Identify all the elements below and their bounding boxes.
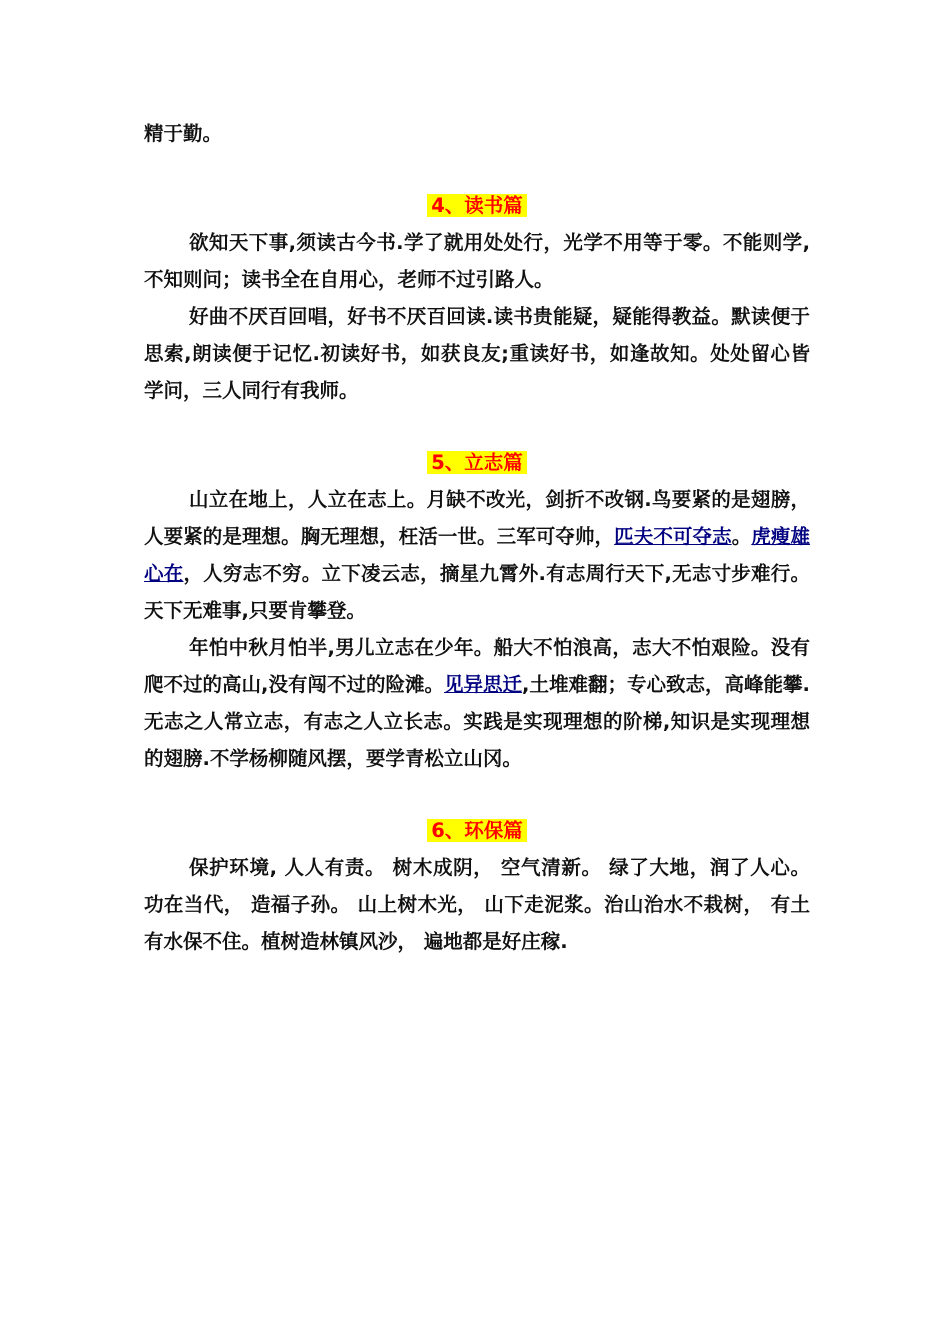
heading-highlight: 4、读书篇 [427,194,527,217]
link-jianyi-siqian[interactable]: 见异思迁 [444,673,523,696]
heading-highlight: 5、立志篇 [427,451,527,474]
ambition-paragraph-1 [144,481,810,629]
section-heading-environment [144,812,810,849]
ambition-paragraph-2 [144,629,810,777]
ambition-p2-text-b: ,土堆难翻；专心致志，高峰能攀.无志之人常立志，有志之人立长志。实践是实现理想的阶梯,知识是实现理想的翅膀.不学杨柳随风摆，要学青松立山冈。 [144,673,810,770]
environment-paragraph-1: 保护环境, 人人有责。 树木成阴， 空气清新。 绿了大地，润了人心。 功在当代， 造福子孙。 山上树木光， 山下走泥浆。治山治水不栽树， 有土有水保不住。植树造林镇风沙， 遍地都是好庄稼. [144,856,810,953]
ambition-p1-text-a: 山立在地上，人立在志上。月缺不改光，剑折不改钢.鸟要紧的是翅膀，人要紧的是理想。胸无理想，枉活一世。三军可夺帅， [144,488,810,548]
link-pifu-buke-duozhi[interactable]: 匹夫不可夺志 [614,525,732,548]
ambition-p1-text-c: ，人穷志不穷。立下凌云志，摘星九霄外.有志周行天下,无志寸步难行。天下无难事,只要肯攀登。 [144,562,810,622]
document-body [144,115,810,960]
reading-paragraph-1: 欲知天下事,须读古今书.学了就用处处行，光学不用等于零。不能则学,不知则问；读书全在自用心，老师不过引路人。 [144,231,810,291]
section-heading-reading [144,187,810,224]
intro-text: 精于勤。 [144,122,223,145]
section-heading-ambition [144,444,810,481]
heading-highlight: 6、环保篇 [427,819,527,842]
link-hushou-xiongxin-zai[interactable]: 虎瘦雄心在 [144,525,810,585]
reading-paragraph-2: 好曲不厌百回唱，好书不厌百回读.读书贵能疑，疑能得教益。默读便于思索,朗读便于记忆.初读好书，如获良友;重读好书，如逢故知。处处留心皆学问，三人同行有我师。 [144,305,810,402]
ambition-p2-text-a: 年怕中秋月怕半,男儿立志在少年。船大不怕浪高，志大不怕艰险。没有爬不过的高山,没有闯不过的险滩。 [144,636,810,696]
ambition-p1-text-b: 。 [731,525,752,548]
